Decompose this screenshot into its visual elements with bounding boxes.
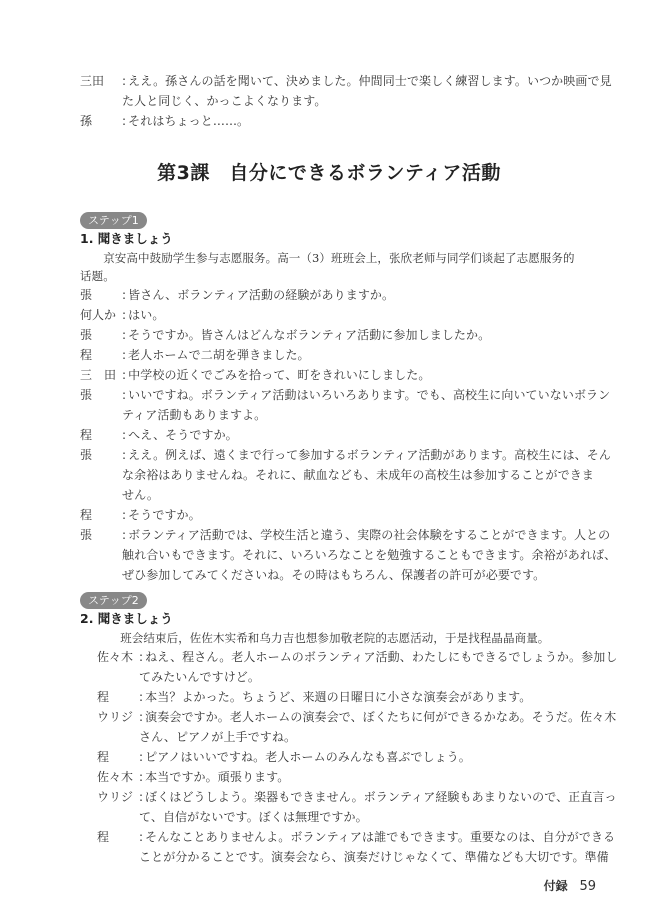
utterance <box>139 707 620 747</box>
dialogue-line <box>80 505 620 525</box>
intro-line: 班会结束后，佐佐木实希和乌力吉也想参加敬老院的志愿活动，于是找程晶晶商量。 <box>97 631 550 645</box>
dialogue-line <box>80 365 620 385</box>
utterance <box>122 525 620 585</box>
dialogue-line <box>80 385 620 425</box>
text-line: ことが分かることです。演奏会なら、演奏だけじゃなくて、準備なども大切です。準備 <box>139 850 609 864</box>
speaker-name: ウリジ <box>97 790 134 804</box>
lesson-title: 第3課 自分にできるボランティア活動 <box>157 162 501 184</box>
text-line: : 中学校の近くでごみを拾って、町をきれいにしました。 <box>122 365 620 385</box>
text-line: : それはちょっと……。 <box>122 111 620 131</box>
speaker-name: 程 <box>97 750 110 764</box>
speaker-name: 佐々木 <box>97 650 134 664</box>
dialogue-line <box>97 827 620 867</box>
dialogue-line <box>80 285 620 305</box>
utterance <box>122 305 620 325</box>
speaker-name: 程 <box>97 830 110 844</box>
utterance <box>139 747 620 767</box>
utterance <box>122 71 620 111</box>
section-step-2 <box>80 589 620 867</box>
text-line: : ええ。例えば、遠くまで行って参加するボランティア活動があります。高校生には、そん <box>122 445 620 465</box>
utterance <box>122 325 620 345</box>
dialogue-line <box>80 71 620 111</box>
section-step-1 <box>80 209 620 585</box>
text-line: せん。 <box>122 488 160 502</box>
text-line: : 演奏会ですか。老人ホームの演奏会で、ぼくたちに何ができるかなあ。そうだ。佐々木 <box>139 707 620 727</box>
text-line: : へえ、そうですか。 <box>122 425 620 445</box>
step-badge: ステップ1 <box>80 212 147 229</box>
speaker-name: 張 <box>80 328 93 342</box>
utterance <box>122 445 620 505</box>
utterance <box>139 647 620 687</box>
utterance <box>122 111 620 131</box>
dialogue-line <box>80 425 620 445</box>
speaker-name: 張 <box>80 448 93 462</box>
text-line: : そうですか。皆さんはどんなボランティア活動に参加しましたか。 <box>122 325 620 345</box>
text-line: : はい。 <box>122 305 620 325</box>
speaker-name: ウリジ <box>97 710 134 724</box>
speaker-name: 張 <box>80 528 93 542</box>
dialogue-line <box>97 747 620 767</box>
text-line: : 皆さん、ボランティア活動の経験がありますか。 <box>122 285 620 305</box>
section-intro <box>97 629 620 647</box>
speaker-name: 孫 <box>80 114 93 128</box>
dialogue-line <box>80 525 620 585</box>
text-line: : ボランティア活動では、学校生活と違う、実際の社会体験をすることができます。人との <box>122 525 620 545</box>
text-line: : ぼくはどうしよう。楽器もできません。ボランティア経験もあまりないので、正直言っ <box>139 787 620 807</box>
text-line: 触れ合いもできます。それに、いろいろなことを勉強することもできます。余裕があれば、 <box>122 548 617 562</box>
text-line: ティア活動もありますよ。 <box>122 408 267 422</box>
text-line: てみたいんですけど。 <box>139 670 261 684</box>
footer-label: 付録 <box>543 879 568 893</box>
utterance <box>122 285 620 305</box>
dialogue-continuation <box>80 71 620 131</box>
text-line: な余裕はありませんね。それに、献血なども、未成年の高校生は参加することができま <box>122 468 594 482</box>
utterance <box>139 787 620 827</box>
speaker-name: 三田 <box>80 74 105 88</box>
intro-line: 京安高中鼓励学生参与志愿服务。高一（3）班班会上，张欣老师与同学们谈起了志愿服务的 <box>80 251 575 265</box>
utterance <box>122 505 620 525</box>
step-badge: ステップ2 <box>80 592 147 609</box>
dialogue-line <box>80 325 620 345</box>
text-line: : 本当ですか。頑張ります。 <box>139 767 620 787</box>
sections <box>80 209 620 867</box>
text-line: : 老人ホームで二胡を弾きました。 <box>122 345 620 365</box>
section-heading: 1. 聞きましょう <box>80 231 173 246</box>
dialogue-line <box>80 445 620 505</box>
dialogue-line <box>97 767 620 787</box>
utterance <box>122 345 620 365</box>
speaker-name: 何人か <box>80 308 117 322</box>
page-footer <box>544 878 596 895</box>
speaker-name: 佐々木 <box>97 770 134 784</box>
text-line: : ピアノはいいですね。老人ホームのみんなも喜ぶでしょう。 <box>139 747 620 767</box>
speaker-name: 程 <box>80 348 93 362</box>
speaker-name: 程 <box>80 428 93 442</box>
dialogue-line <box>97 787 620 827</box>
section-heading: 2. 聞きましょう <box>80 611 173 626</box>
text-line: : そうですか。 <box>122 505 620 525</box>
dialogue-line <box>80 111 620 131</box>
dialogue-line <box>97 687 620 707</box>
dialogue <box>80 285 620 585</box>
utterance <box>122 385 620 425</box>
text-line: : 本当？よかった。ちょうど、来週の日曜日に小さな演奏会があります。 <box>139 687 620 707</box>
text-line: た人と同じく、かっこよくなります。 <box>122 94 327 108</box>
utterance <box>122 425 620 445</box>
text-line: : そんなことありませんよ。ボランティアは誰でもできます。重要なのは、自分ができる <box>139 827 620 847</box>
dialogue-line <box>97 707 620 747</box>
speaker-name: 程 <box>97 690 110 704</box>
dialogue <box>97 647 620 867</box>
text-line: さん、ピアノが上手ですね。 <box>139 730 297 744</box>
text-line: : いいですね。ボランティア活動はいろいろあります。でも、高校生に向いていないボラン <box>122 385 620 405</box>
utterance <box>122 365 620 385</box>
intro-line: 话题。 <box>80 269 115 283</box>
dialogue-line <box>97 647 620 687</box>
text-line: ぜひ参加してみてくださいね。その時はもちろん、保護者の許可が必要です。 <box>122 568 546 582</box>
dialogue-line <box>80 305 620 325</box>
speaker-name: 張 <box>80 288 93 302</box>
text-line: : ねえ、程さん。老人ホームのボランティア活動、わたしにもできるでしょうか。参加し <box>139 647 620 667</box>
speaker-name: 程 <box>80 508 93 522</box>
text-line: : ええ。孫さんの話を聞いて、決めました。仲間同士で楽しく練習します。いつか映画で見 <box>122 71 620 91</box>
utterance <box>139 767 620 787</box>
speaker-name: 三 田 <box>80 368 117 382</box>
utterance <box>139 827 620 867</box>
utterance <box>139 687 620 707</box>
page-number: 59 <box>579 879 596 894</box>
dialogue-line <box>80 345 620 365</box>
section-intro <box>80 249 620 285</box>
text-line: て、自信がないです。ぼくは無理ですか。 <box>139 810 368 824</box>
speaker-name: 張 <box>80 388 93 402</box>
